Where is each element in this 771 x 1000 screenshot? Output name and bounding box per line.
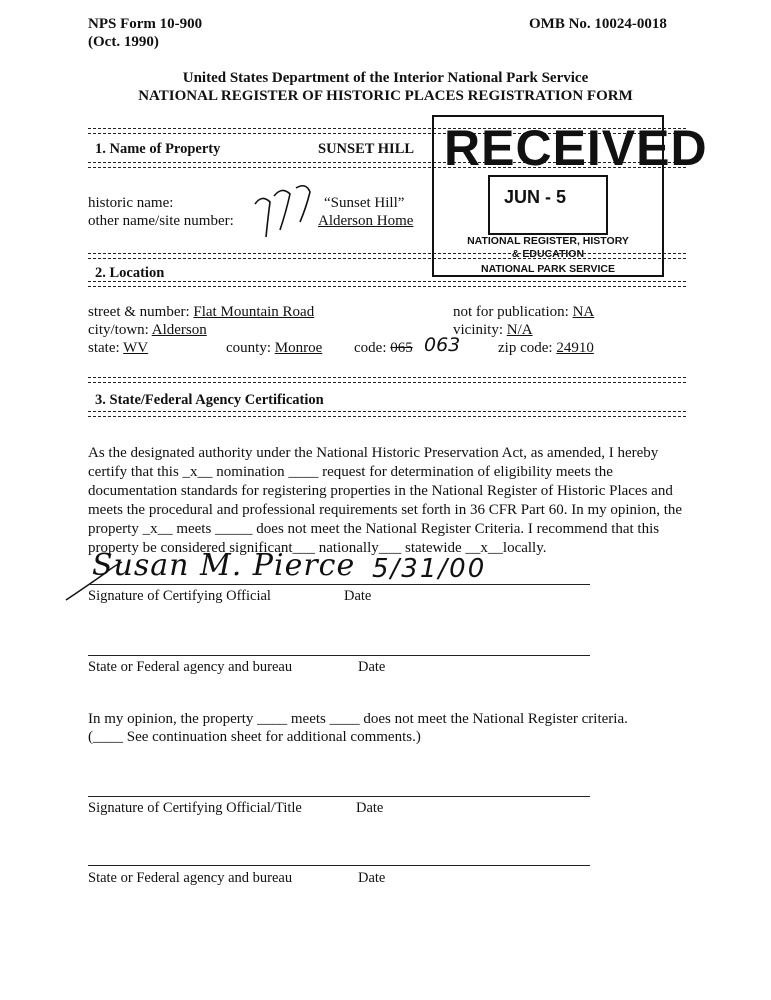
section1-heading: 1. Name of Property bbox=[95, 141, 221, 157]
opinion-line2: (____ See continuation sheet for additional comments.) bbox=[88, 729, 421, 745]
street-label: street & number: bbox=[88, 304, 190, 320]
property-title: SUNSET HILL bbox=[318, 141, 415, 157]
signature-date-label: Date bbox=[344, 588, 372, 604]
signature2-line bbox=[88, 796, 590, 797]
stamp-title: RECEIVED bbox=[444, 120, 708, 176]
location-row-notpub bbox=[453, 304, 594, 321]
vicinity-value: N/A bbox=[506, 322, 533, 338]
code-handwritten: 063 bbox=[424, 334, 461, 356]
opinion-line1: In my opinion, the property ____ meets ____ does not meet the National Register criteria. bbox=[88, 711, 628, 727]
location-row-city bbox=[88, 322, 207, 339]
county-label: county: bbox=[226, 340, 271, 356]
section-divider bbox=[88, 411, 686, 417]
stamp-date-box bbox=[488, 175, 608, 235]
stamp-line-education: & EDUCATION bbox=[511, 248, 585, 260]
agency2-label: State or Federal agency and bureau bbox=[88, 870, 293, 886]
agency-line bbox=[88, 655, 590, 656]
agency-line: United States Department of the Interior National Park Service bbox=[182, 70, 589, 86]
county-value: Monroe bbox=[274, 340, 323, 356]
signature2-label: Signature of Certifying Official/Title bbox=[88, 800, 302, 816]
signature-line bbox=[88, 584, 590, 585]
zip-value: 24910 bbox=[556, 340, 594, 356]
section-divider bbox=[88, 377, 686, 383]
location-row-code bbox=[354, 340, 413, 357]
stamp-line-nps: NATIONAL PARK SERVICE bbox=[481, 263, 615, 275]
state-label: state: bbox=[88, 340, 120, 356]
other-name-label: other name/site number: bbox=[88, 213, 234, 229]
code-label: code: bbox=[354, 340, 387, 356]
other-name-value: Alderson Home bbox=[318, 213, 414, 229]
agency2-line bbox=[88, 865, 590, 866]
not-pub-label: not for publication: bbox=[453, 304, 569, 320]
section2-heading: 2. Location bbox=[95, 265, 165, 281]
historic-name-value: “Sunset Hill” bbox=[324, 195, 405, 211]
omb-number: OMB No. 10024-0018 bbox=[529, 16, 667, 32]
section3-heading: 3. State/Federal Agency Certification bbox=[95, 392, 324, 408]
agency2-date-label: Date bbox=[358, 870, 386, 886]
stamp-date: JUN - 5 bbox=[504, 187, 567, 207]
state-value: WV bbox=[123, 340, 149, 356]
historic-name-label: historic name: bbox=[88, 195, 174, 211]
location-row-vicinity bbox=[453, 322, 533, 339]
signature-handwritten: Susan M. Pierce bbox=[92, 548, 356, 583]
form-date: (Oct. 1990) bbox=[88, 34, 159, 50]
location-row-state bbox=[88, 340, 148, 357]
form-number: NPS Form 10-900 bbox=[88, 16, 203, 32]
certification-paragraph: As the designated authority under the National Historic Preservation Act, as amended, I hereby certify that this _x__ nomination ____ request for determination of eligibility meets the documentation standards for registering properties in the National Register of Historic Places and meets the procedural and professional requirements set forth in 36 CFR Part 60. In my opinion, the property _x__ meets _____ does not meet the National Register Criteria. I recommend that this property be considered significant___ nationally___ statewide __x__locally. bbox=[88, 445, 683, 556]
city-value: Alderson bbox=[151, 322, 207, 338]
location-row-county bbox=[226, 340, 322, 357]
section-divider bbox=[88, 281, 686, 287]
city-label: city/town: bbox=[88, 322, 149, 338]
agency-label: State or Federal agency and bureau bbox=[88, 659, 293, 675]
not-pub-value: NA bbox=[572, 304, 595, 320]
date-handwritten: 5/31/00 bbox=[372, 554, 487, 584]
location-row-street bbox=[88, 304, 314, 321]
form-title: NATIONAL REGISTER OF HISTORIC PLACES REGISTRATION FORM bbox=[138, 88, 633, 104]
vicinity-label: vicinity: bbox=[453, 322, 503, 338]
section-divider bbox=[88, 253, 686, 259]
code-value: 065 bbox=[390, 340, 413, 356]
location-row-zip bbox=[498, 340, 594, 357]
stamp-line-register: NATIONAL REGISTER, HISTORY bbox=[467, 235, 629, 247]
agency-date-label: Date bbox=[358, 659, 386, 675]
signature2-date-label: Date bbox=[356, 800, 384, 816]
signature-label: Signature of Certifying Official bbox=[88, 588, 271, 604]
zip-label: zip code: bbox=[498, 340, 553, 356]
handwritten-mark bbox=[250, 182, 320, 242]
street-value: Flat Mountain Road bbox=[193, 304, 315, 320]
